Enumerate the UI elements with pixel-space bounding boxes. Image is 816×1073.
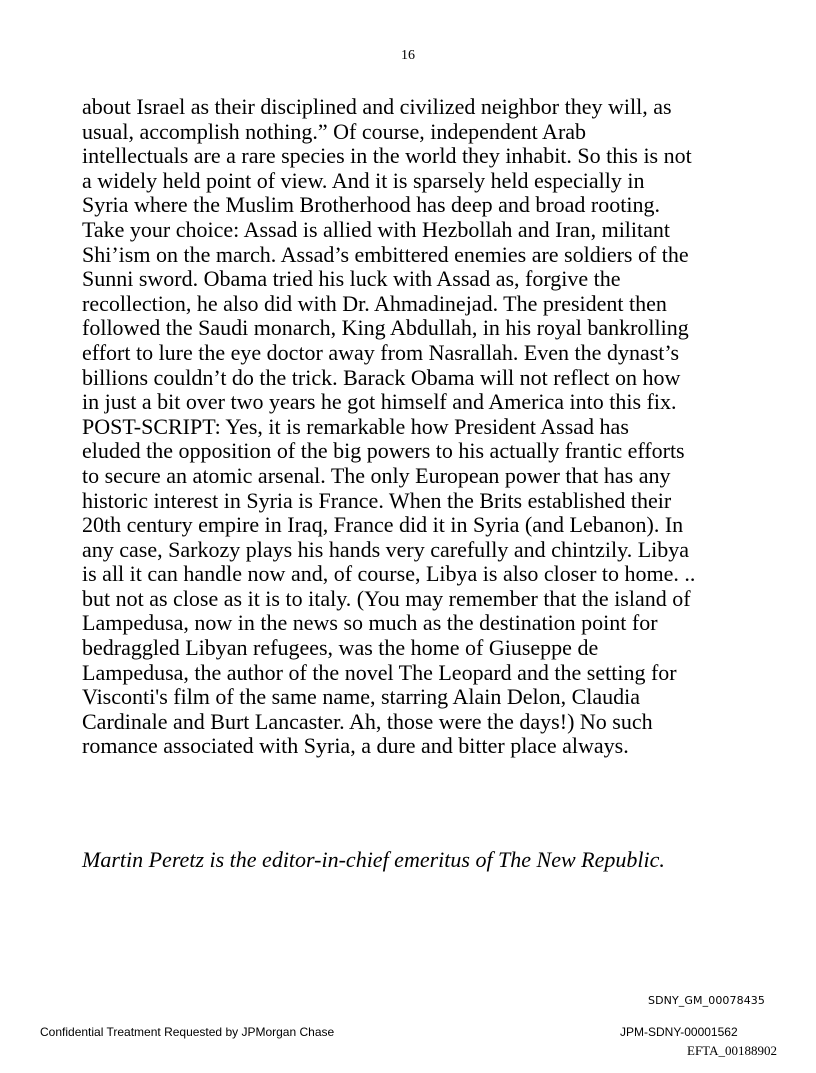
body-line: about Israel as their disciplined and civilized neighbor they will, as: [82, 94, 672, 119]
body-line: to secure an atomic arsenal. The only European power that has any: [82, 462, 671, 488]
body-line: Take your choice: Assad is allied with Hezbollah and Iran, militant: [82, 216, 671, 242]
page-number: 16: [401, 48, 415, 63]
body-line: Lampedusa, the author of the novel The Leopard and the setting for: [82, 659, 677, 685]
author-byline: Martin Peretz is the editor-in-chief emeritus of The New Republic.: [82, 847, 665, 872]
body-line: in just a bit over two years he got himself and America into this fix.: [82, 389, 677, 415]
body-line: usual, accomplish nothing.” Of course, independent Arab: [82, 118, 587, 144]
body-line: recollection, he also did with Dr. Ahmadinejad. The president then: [82, 290, 667, 316]
body-line: Lampedusa, now in the news so much as the destination point for: [82, 610, 658, 636]
body-line: billions couldn’t do the trick. Barack Obama will not reflect on how: [82, 364, 681, 390]
body-line: but not as close as it is to italy. (You may remember that the island of: [82, 585, 691, 611]
body-line: eluded the opposition of the big powers to his actually frantic efforts: [82, 438, 685, 464]
body-line: any case, Sarkozy plays his hands very carefully and chintzily. Libya: [82, 536, 690, 562]
confidentiality-notice: Confidential Treatment Requested by JPMorgan Chase: [40, 1025, 335, 1039]
body-line: 20th century empire in Iraq, France did it in Syria (and Lebanon). In: [82, 512, 684, 538]
body-line: Visconti's film of the same name, starring Alain Delon, Claudia: [82, 684, 641, 710]
bates-number-gm: SDNY_GM_00078435: [648, 994, 766, 1007]
body-line: Syria where the Muslim Brotherhood has deep and broad rooting.: [82, 192, 660, 218]
body-line: bedraggled Libyan refugees, was the home of Giuseppe de: [82, 635, 599, 661]
body-line: romance associated with Syria, a dure and bitter place always.: [82, 733, 629, 759]
article-body: [82, 95, 750, 759]
body-line: a widely held point of view. And it is sparsely held especially in: [82, 167, 645, 193]
body-line: effort to lure the eye doctor away from Nasrallah. Even the dynast’s: [82, 339, 680, 365]
bates-number-jpm: JPM-SDNY-00001562: [620, 1025, 738, 1039]
body-line: intellectuals are a rare species in the world they inhabit. So this is not: [82, 143, 692, 169]
body-line: POST-SCRIPT: Yes, it is remarkable how President Assad has: [82, 413, 629, 439]
body-line: Sunni sword. Obama tried his luck with Assad as, forgive the: [82, 266, 621, 292]
body-line: followed the Saudi monarch, King Abdullah, in his royal bankrolling: [82, 315, 689, 341]
body-line: is all it can handle now and, of course, Libya is also closer to home. ..: [82, 561, 696, 587]
body-line: historic interest in Syria is France. When the Brits established their: [82, 487, 672, 513]
efta-number: EFTA_00188902: [687, 1043, 777, 1058]
body-line: Cardinale and Burt Lancaster. Ah, those were the days!) No such: [82, 708, 653, 734]
body-line: Shi’ism on the march. Assad’s embittered enemies are soldiers of the: [82, 241, 689, 267]
